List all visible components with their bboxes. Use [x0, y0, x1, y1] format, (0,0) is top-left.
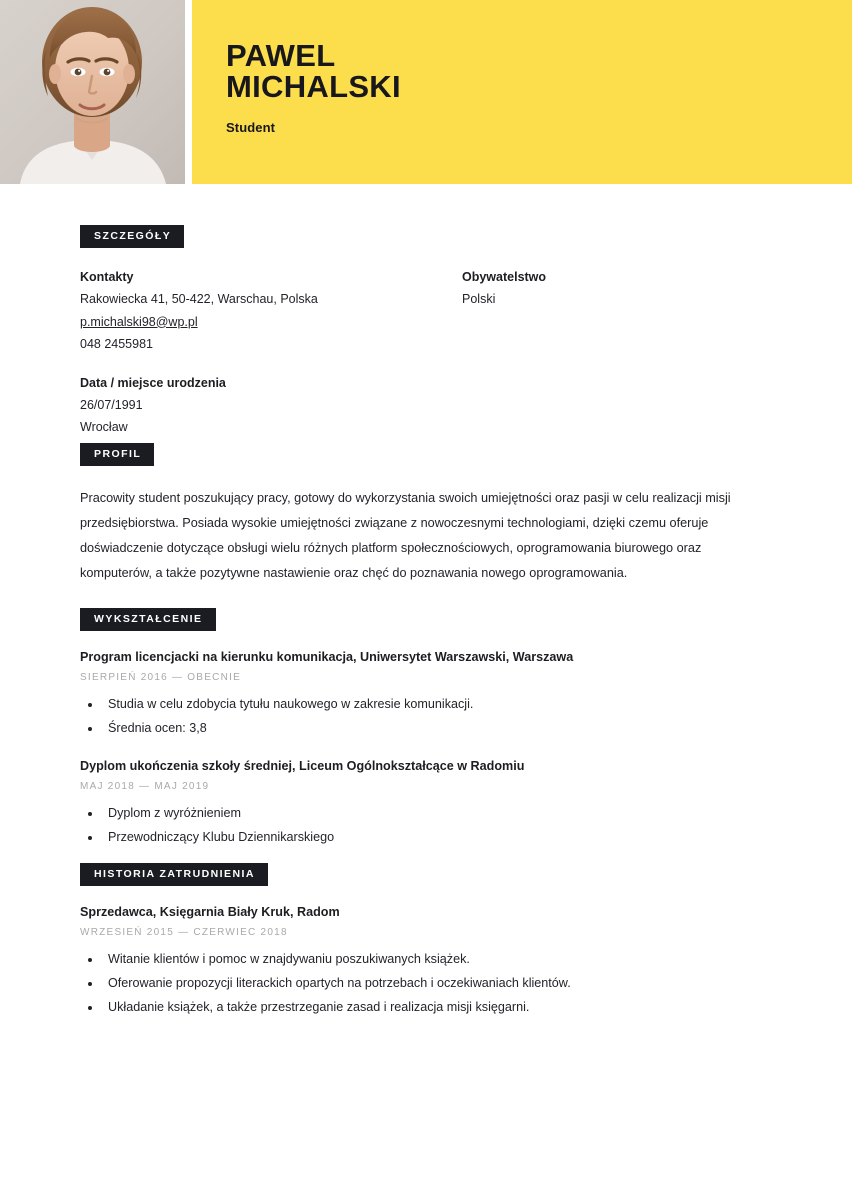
birth-date-value: 26/07/1991: [80, 397, 143, 412]
job-title: Student: [226, 120, 276, 135]
birth-place-value: Wrocław: [80, 420, 128, 434]
section-profile: [80, 443, 772, 586]
list-item: • Studia w celu zdobycia tytułu naukowego w zakresie komunikacji.: [102, 692, 772, 716]
profile-text: Pracowity student poszukujący pracy, gotowy do wykorzystania swoich umiejętności oraz pasji w celu realizacji misji przedsiębiorstwa. Posiada wysokie umiejętności związane z nowoczesnymi technologiami, dzięki czemu oferuje doświadczenie dotyczące obsługi wielu różnych platform społecznościowych, oprogramowania biurowego oraz komputerów, a także pozytywne nastawienie oraz chęć do poznawania nowego oprogramowania.: [80, 490, 731, 580]
list-item: • Oferowanie propozycji literackich opartych na potrzebach i oczekiwaniach klientów.: [102, 971, 772, 995]
education-entry: [80, 648, 772, 740]
list-item: • Witanie klientów i pomoc w znajdywaniu poszukiwanych książek.: [102, 947, 772, 971]
birth-block: [80, 372, 772, 439]
list-item: • Przewodniczący Klubu Dziennikarskiego: [102, 825, 772, 849]
education-entry-bullets: [80, 692, 772, 740]
section-badge-details: SZCZEGÓŁY: [80, 225, 184, 248]
education-entry-title: Program licencjacki na kierunku komunikacja, Uniwersytet Warszawski, Warszawa: [80, 649, 574, 664]
name-block: [226, 40, 746, 135]
list-item: • Średnia ocen: 3,8: [102, 716, 772, 740]
last-name: MICHALSKI: [226, 69, 401, 104]
section-badge-employment: HISTORIA ZATRUDNIENIA: [80, 863, 268, 886]
email-value[interactable]: p.michalski98@wp.pl: [80, 314, 198, 329]
section-badge-education: WYKSZTAŁCENIE: [80, 608, 216, 631]
avatar: [0, 0, 185, 184]
contact-column: [80, 266, 462, 356]
employment-entry: [80, 903, 772, 1019]
resume-header: [0, 0, 852, 184]
list-item: • Układanie książek, a także przestrzeganie zasad i realizacja misji księgarni.: [102, 995, 772, 1019]
education-entry-bullets: [80, 801, 772, 849]
citizenship-label: Obywatelstwo: [462, 270, 547, 284]
education-entry: [80, 757, 772, 849]
employment-entry-bullets: [80, 947, 772, 1019]
section-employment: [80, 863, 772, 1019]
education-entry-title: Dyplom ukończenia szkoły średniej, Liceum Ogólnokształcące w Radomiu: [80, 758, 525, 773]
contact-label: Kontakty: [80, 270, 134, 284]
first-name: PAWEL: [226, 38, 336, 73]
address-value: Rakowiecka 41, 50-422, Warschau, Polska: [80, 292, 318, 306]
section-details: [80, 225, 772, 439]
details-columns: [80, 266, 772, 356]
education-entry-date: SIERPIEŃ 2016 — OBECNIE: [80, 671, 242, 683]
employment-entry-title: Sprzedawca, Księgarnia Biały Kruk, Radom: [80, 904, 340, 919]
resume-body: [80, 225, 772, 1019]
list-item: • Dyplom z wyróżnieniem: [102, 801, 772, 825]
phone-value: 048 2455981: [80, 337, 153, 351]
portrait-photo-icon: [0, 0, 185, 184]
citizenship-column: [462, 266, 772, 356]
birth-label: Data / miejsce urodzenia: [80, 375, 226, 390]
section-education: [80, 608, 772, 849]
citizenship-value: Polski: [462, 292, 496, 306]
section-badge-profile: PROFIL: [80, 443, 154, 466]
education-entry-date: MAJ 2018 — MAJ 2019: [80, 780, 210, 792]
employment-entry-date: WRZESIEŃ 2015 — CZERWIEC 2018: [80, 926, 288, 938]
